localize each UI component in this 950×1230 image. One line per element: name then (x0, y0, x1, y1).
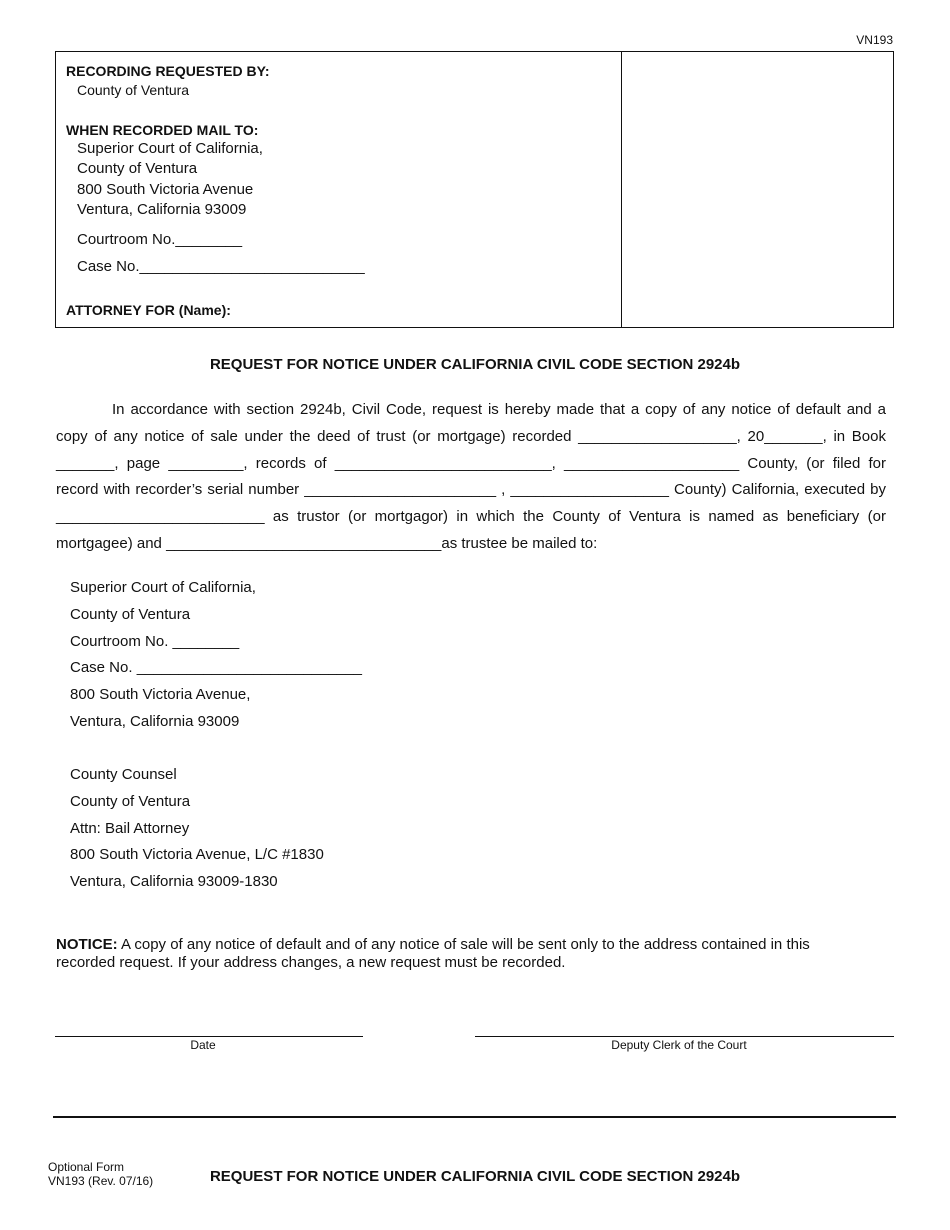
address-line: County Counsel (70, 766, 177, 783)
address-line: County of Ventura (70, 605, 191, 623)
address-line: Ventura, California 93009 (70, 712, 240, 730)
recorder-use-area (622, 52, 893, 327)
mail-to-line: 800 South Victoria Avenue (77, 181, 254, 198)
clerk-signature-line[interactable] (475, 1036, 894, 1037)
requested-by-value: County of Ventura (77, 82, 190, 98)
footer-line: VN193 (Rev. 07/16) (48, 1174, 154, 1188)
form-id: VN193 (856, 33, 893, 47)
case-number-field[interactable]: Case No. ___________________________ (70, 659, 362, 677)
mail-to-label: WHEN RECORDED MAIL TO: (66, 122, 259, 138)
footer-title: REQUEST FOR NOTICE UNDER CALIFORNIA CIVIL CODE SECTION 2924b (209, 1168, 741, 1185)
address-line: 800 South Victoria Avenue, (70, 686, 251, 704)
notice-text: A copy of any notice of default and of any notice of sale will be sent only to the address contained in this recorded request. If your address changes, a new request must be recorded. (56, 936, 810, 971)
date-signature-line[interactable] (55, 1036, 363, 1037)
requested-by-label: RECORDING REQUESTED BY: (66, 63, 270, 79)
footer-line: Optional Form (48, 1160, 125, 1174)
case-number-field[interactable]: Case No.___________________________ (77, 258, 365, 275)
mailing-address-counsel (70, 762, 324, 896)
attorney-for-field[interactable]: ATTORNEY FOR (Name): (66, 302, 231, 318)
address-line: Ventura, California 93009-1830 (70, 873, 278, 891)
footer-divider (53, 1116, 896, 1118)
clerk-label: Deputy Clerk of the Court (611, 1038, 747, 1052)
mailing-address-court (70, 575, 362, 736)
date-label: Date (190, 1038, 216, 1052)
recording-info-panel (56, 52, 622, 327)
address-line: Attn: Bail Attorney (70, 819, 190, 837)
courtroom-field[interactable]: Courtroom No.________ (77, 231, 243, 248)
courtroom-number-field[interactable]: Courtroom No. ________ (70, 632, 240, 650)
address-line: County of Ventura (70, 792, 191, 810)
recording-box (55, 51, 894, 328)
request-paragraph (56, 397, 886, 558)
mail-to-line: Ventura, California 93009 (77, 201, 247, 218)
mail-to-line: County of Ventura (77, 160, 198, 177)
mail-to-line: Superior Court of California, (77, 140, 263, 157)
request-text: In accordance with section 2924b, Civil Code, request is hereby made that a copy of any notice of default and a copy of any notice of sale under the deed of trust (or mortgage) recorded ___________________, 20_______, in Book _______, page _________, records of __________________________, _____________________ County, (or filed for record with recorder’s serial number _______________________ , ___________________ County) California, executed by _________________________ as trustor (or mortgagor) in which the County of Ventura is named as beneficiary (or mortgagee) and _________________________________as trustee be mailed to: (56, 401, 886, 552)
address-line: 800 South Victoria Avenue, L/C #1830 (70, 846, 324, 864)
notice-label: NOTICE: (56, 936, 118, 953)
notice-block (56, 936, 856, 972)
page-title: REQUEST FOR NOTICE UNDER CALIFORNIA CIVIL CODE SECTION 2924b (209, 356, 741, 373)
address-line: Superior Court of California, (70, 579, 256, 596)
